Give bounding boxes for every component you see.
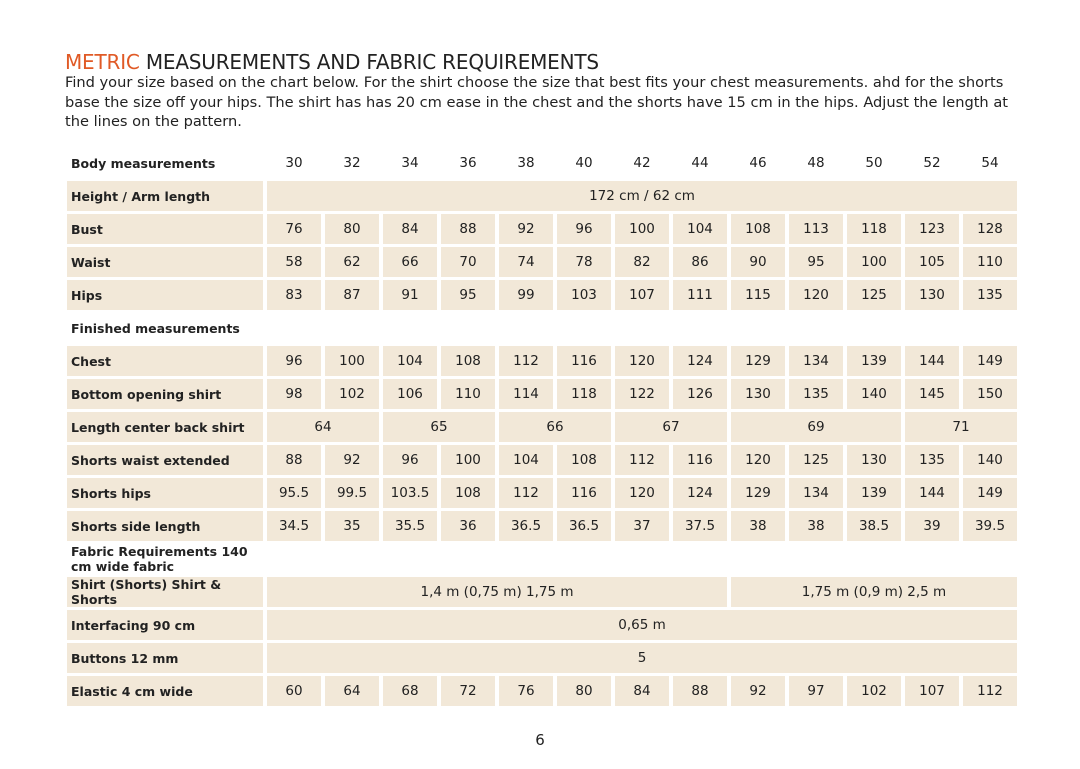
table-cell: 88 — [267, 445, 321, 475]
table-cell: 114 — [499, 379, 553, 409]
size-header-cell: 30 — [285, 155, 303, 171]
table-cell: 35.5 — [383, 511, 437, 541]
table-cell: 62 — [325, 247, 379, 277]
table-cell: 135 — [789, 379, 843, 409]
table-cell: 103 — [557, 280, 611, 310]
table-cell: 100 — [325, 346, 379, 376]
row-label: Buttons 12 mm — [67, 643, 263, 673]
table-cell: 140 — [847, 379, 901, 409]
size-header-cell: 32 — [343, 155, 361, 171]
row-label: Shorts hips — [67, 478, 263, 508]
table-cell: 120 — [615, 478, 669, 508]
table-row — [67, 610, 1017, 640]
table-cell: 83 — [267, 280, 321, 310]
table-cell: 150 — [963, 379, 1017, 409]
table-cell: 139 — [847, 346, 901, 376]
table-cell: 1,75 m (0,9 m) 2,5 m — [731, 577, 1017, 607]
table-cell: 135 — [963, 280, 1017, 310]
table-cell: 88 — [441, 214, 495, 244]
section-filler — [267, 313, 1017, 343]
page-title — [65, 50, 599, 74]
size-header-cell: 52 — [923, 155, 941, 171]
table-cell: 66 — [499, 412, 611, 442]
table-cell: 172 cm / 62 cm — [267, 181, 1017, 211]
table-cell: 116 — [557, 346, 611, 376]
size-chart-body — [67, 148, 1017, 706]
table-row — [67, 247, 1017, 277]
table-cell: 128 — [963, 214, 1017, 244]
table-cell: 74 — [499, 247, 553, 277]
table-row — [67, 412, 1017, 442]
table-cell: 126 — [673, 379, 727, 409]
table-cell: 103.5 — [383, 478, 437, 508]
table-cell: 107 — [615, 280, 669, 310]
table-cell: 86 — [673, 247, 727, 277]
table-cell: 135 — [905, 445, 959, 475]
table-cell: 144 — [905, 478, 959, 508]
table-row — [67, 445, 1017, 475]
section-row — [67, 313, 1017, 343]
table-cell: 96 — [557, 214, 611, 244]
table-cell: 78 — [557, 247, 611, 277]
table-cell: 124 — [673, 346, 727, 376]
table-cell: 5 — [267, 643, 1017, 673]
table-row — [67, 379, 1017, 409]
table-cell: 108 — [731, 214, 785, 244]
row-label: Shorts side length — [67, 511, 263, 541]
size-header-cell: 44 — [691, 155, 709, 171]
table-cell: 120 — [731, 445, 785, 475]
row-label: Shirt (Shorts) Shirt & Shorts — [67, 577, 263, 607]
table-cell: 104 — [499, 445, 553, 475]
table-cell: 118 — [847, 214, 901, 244]
row-label: Finished measurements — [71, 320, 240, 336]
row-label: Interfacing 90 cm — [67, 610, 263, 640]
table-cell: 97 — [789, 676, 843, 706]
size-chart-table — [63, 145, 1021, 709]
table-cell: 76 — [499, 676, 553, 706]
table-cell: 1,4 m (0,75 m) 1,75 m — [267, 577, 727, 607]
row-label: Elastic 4 cm wide — [67, 676, 263, 706]
table-cell: 64 — [267, 412, 379, 442]
table-row — [67, 676, 1017, 706]
table-cell: 129 — [731, 478, 785, 508]
table-cell: 39.5 — [963, 511, 1017, 541]
intro-paragraph: Find your size based on the chart below. For the shirt choose the size that best fits your chest measurements. ahd for the shorts base the size off your hips. The shirt has has 20 cm ease in the chest and the shorts have 15 cm in the hips. Adjust the length at the lines on the pattern. — [65, 74, 1008, 130]
table-cell: 125 — [789, 445, 843, 475]
table-cell: 112 — [499, 478, 553, 508]
table-cell: 110 — [441, 379, 495, 409]
table-cell: 116 — [673, 445, 727, 475]
size-header-cell: 42 — [633, 155, 651, 171]
table-cell: 88 — [673, 676, 727, 706]
table-cell: 95 — [789, 247, 843, 277]
table-row — [67, 280, 1017, 310]
table-cell: 107 — [905, 676, 959, 706]
table-cell: 37.5 — [673, 511, 727, 541]
table-cell: 91 — [383, 280, 437, 310]
table-cell: 102 — [847, 676, 901, 706]
page-number: 6 — [535, 731, 545, 749]
table-cell: 90 — [731, 247, 785, 277]
table-cell: 139 — [847, 478, 901, 508]
table-cell: 120 — [615, 346, 669, 376]
section-row — [67, 148, 1017, 178]
table-cell: 36.5 — [557, 511, 611, 541]
table-row — [67, 181, 1017, 211]
table-cell: 104 — [673, 214, 727, 244]
table-cell: 36.5 — [499, 511, 553, 541]
table-cell: 99.5 — [325, 478, 379, 508]
title-rest: MEASUREMENTS AND FABRIC REQUIREMENTS — [139, 50, 599, 74]
table-cell: 100 — [441, 445, 495, 475]
table-cell: 118 — [557, 379, 611, 409]
table-cell: 100 — [615, 214, 669, 244]
table-cell: 102 — [325, 379, 379, 409]
section-row — [67, 544, 1017, 574]
table-cell: 87 — [325, 280, 379, 310]
size-header-cell: 36 — [459, 155, 477, 171]
table-cell: 144 — [905, 346, 959, 376]
table-cell: 120 — [789, 280, 843, 310]
table-cell: 99 — [499, 280, 553, 310]
table-cell: 125 — [847, 280, 901, 310]
table-cell: 92 — [731, 676, 785, 706]
table-cell: 122 — [615, 379, 669, 409]
size-header-cell: 54 — [981, 155, 999, 171]
table-cell: 71 — [905, 412, 1017, 442]
row-label: Height / Arm length — [67, 181, 263, 211]
row-label: Fabric Requirements 140 cm wide fabric — [71, 544, 248, 574]
table-cell: 96 — [383, 445, 437, 475]
row-label: Length center back shirt — [67, 412, 263, 442]
table-cell: 113 — [789, 214, 843, 244]
table-cell: 84 — [383, 214, 437, 244]
title-accent: METRIC — [65, 50, 140, 74]
table-cell: 0,65 m — [267, 610, 1017, 640]
table-cell: 72 — [441, 676, 495, 706]
section-filler — [267, 544, 1017, 574]
size-header-cell: 50 — [865, 155, 883, 171]
table-cell: 37 — [615, 511, 669, 541]
table-cell: 65 — [383, 412, 495, 442]
table-cell: 35 — [325, 511, 379, 541]
table-cell: 34.5 — [267, 511, 321, 541]
table-cell: 58 — [267, 247, 321, 277]
size-header-cell: 48 — [807, 155, 825, 171]
table-cell: 64 — [325, 676, 379, 706]
table-cell: 100 — [847, 247, 901, 277]
table-cell: 95 — [441, 280, 495, 310]
row-label: Bottom opening shirt — [67, 379, 263, 409]
row-label: Waist — [67, 247, 263, 277]
table-cell: 105 — [905, 247, 959, 277]
table-cell: 111 — [673, 280, 727, 310]
table-cell: 76 — [267, 214, 321, 244]
row-label: Body measurements — [71, 155, 216, 171]
table-cell: 80 — [557, 676, 611, 706]
table-cell: 110 — [963, 247, 1017, 277]
row-label: Bust — [67, 214, 263, 244]
table-cell: 149 — [963, 346, 1017, 376]
table-cell: 68 — [383, 676, 437, 706]
table-cell: 134 — [789, 478, 843, 508]
table-cell: 140 — [963, 445, 1017, 475]
table-cell: 67 — [615, 412, 727, 442]
table-cell: 123 — [905, 214, 959, 244]
table-cell: 84 — [615, 676, 669, 706]
table-cell: 112 — [963, 676, 1017, 706]
table-cell: 92 — [325, 445, 379, 475]
row-label: Shorts waist extended — [67, 445, 263, 475]
table-row — [67, 214, 1017, 244]
table-cell: 70 — [441, 247, 495, 277]
table-cell: 98 — [267, 379, 321, 409]
table-cell: 92 — [499, 214, 553, 244]
size-header-cell: 46 — [749, 155, 767, 171]
table-cell: 129 — [731, 346, 785, 376]
table-cell: 130 — [731, 379, 785, 409]
table-cell: 80 — [325, 214, 379, 244]
table-cell: 130 — [905, 280, 959, 310]
row-label: Chest — [67, 346, 263, 376]
table-cell: 112 — [499, 346, 553, 376]
table-cell: 82 — [615, 247, 669, 277]
table-cell: 96 — [267, 346, 321, 376]
table-cell: 66 — [383, 247, 437, 277]
table-cell: 134 — [789, 346, 843, 376]
table-cell: 124 — [673, 478, 727, 508]
row-label: Hips — [67, 280, 263, 310]
table-cell: 38 — [789, 511, 843, 541]
table-row — [67, 478, 1017, 508]
size-header-cell: 34 — [401, 155, 419, 171]
table-cell: 149 — [963, 478, 1017, 508]
table-cell: 69 — [731, 412, 901, 442]
table-row — [67, 577, 1017, 607]
table-row — [67, 511, 1017, 541]
table-cell: 39 — [905, 511, 959, 541]
table-cell: 108 — [441, 346, 495, 376]
table-cell: 106 — [383, 379, 437, 409]
table-cell: 104 — [383, 346, 437, 376]
size-header-cell: 38 — [517, 155, 535, 171]
table-cell: 38.5 — [847, 511, 901, 541]
table-cell: 130 — [847, 445, 901, 475]
table-cell: 115 — [731, 280, 785, 310]
table-cell: 112 — [615, 445, 669, 475]
table-cell: 60 — [267, 676, 321, 706]
table-row — [67, 643, 1017, 673]
table-row — [67, 346, 1017, 376]
table-cell: 116 — [557, 478, 611, 508]
table-cell: 145 — [905, 379, 959, 409]
table-cell: 95.5 — [267, 478, 321, 508]
table-cell: 36 — [441, 511, 495, 541]
table-cell: 38 — [731, 511, 785, 541]
table-cell: 108 — [557, 445, 611, 475]
table-cell: 108 — [441, 478, 495, 508]
size-header-cell: 40 — [575, 155, 593, 171]
